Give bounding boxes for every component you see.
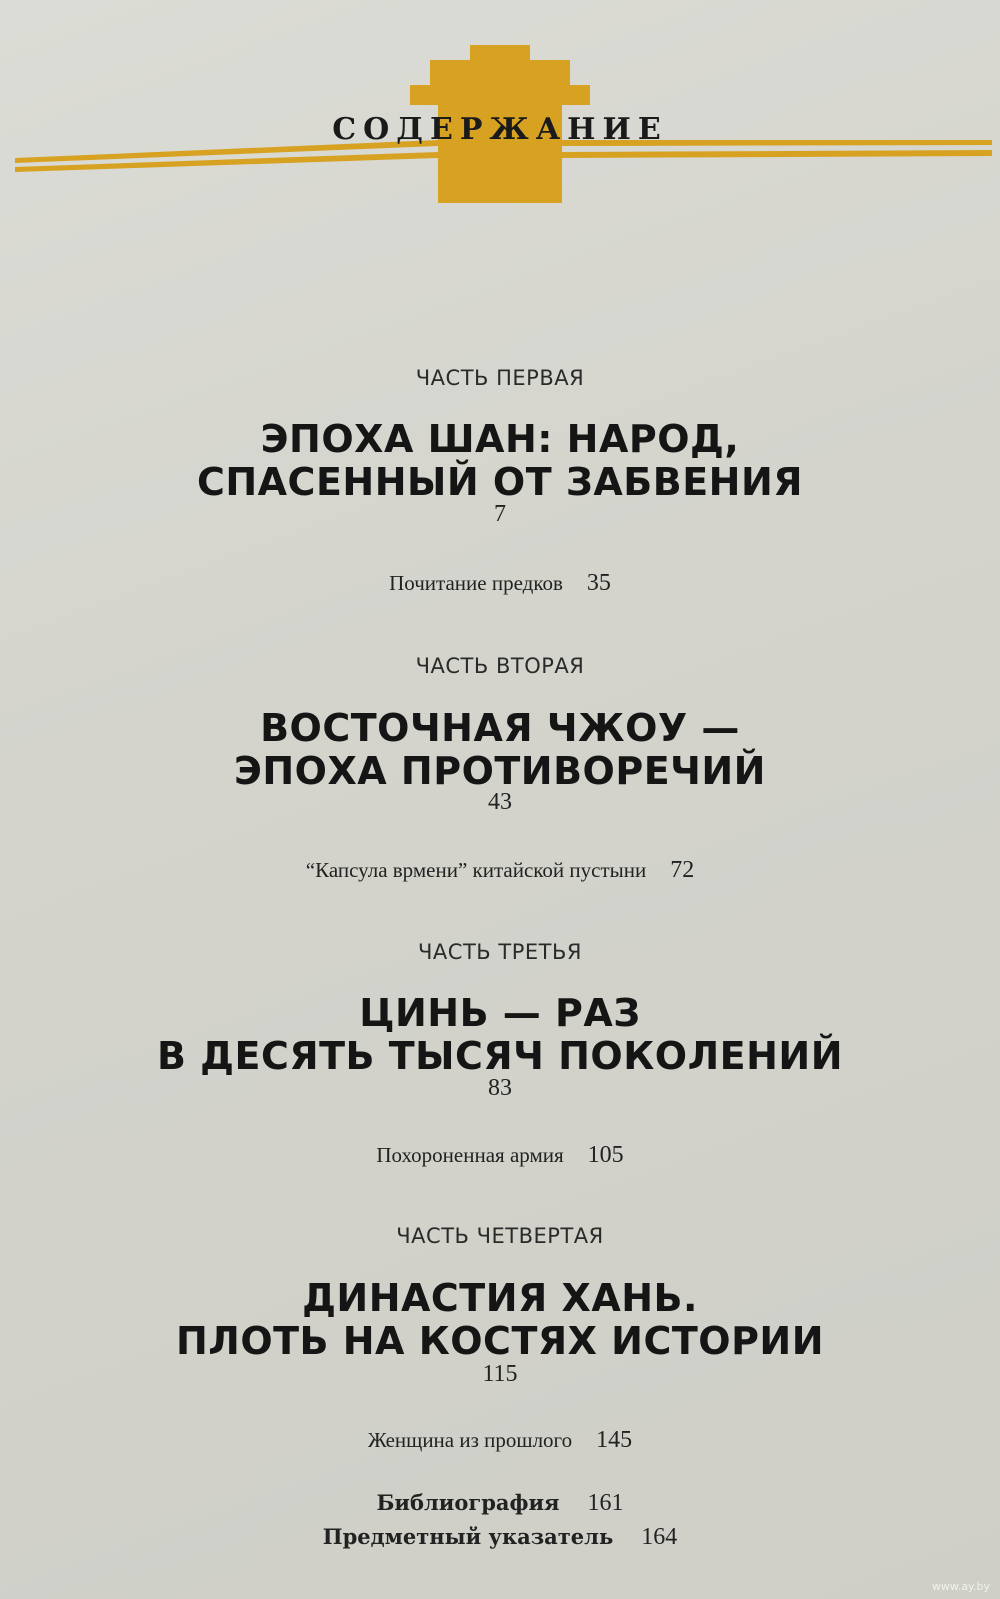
part-2-title-line-2: ЭПОХА ПРОТИВОРЕЧИЙ — [233, 749, 766, 793]
part-2-title — [0, 707, 1000, 793]
essay-3-title: Похороненная армия — [376, 1143, 564, 1167]
page-title: СОДЕРЖАНИЕ — [332, 112, 668, 147]
header-ornament — [0, 0, 1000, 230]
essay-4-title: Женщина из прошлого — [367, 1428, 573, 1452]
part-3-title-line-1: ЦИНЬ — РАЗ — [359, 991, 641, 1035]
essay-2-title: “Капсула врмени” китайской пустыни — [305, 858, 647, 882]
essay-1-title: Почитание предков — [389, 571, 563, 595]
part-2-label: ЧАСТЬ ВТОРАЯ — [415, 654, 585, 678]
part-2-title-line-1: ВОСТОЧНАЯ ЧЖОУ — — [260, 706, 740, 750]
essay-1 — [0, 570, 1000, 597]
bibliography-title: Библиография — [376, 1490, 560, 1515]
part-4-title-line-2: ПЛОТЬ НА КОСТЯХ ИСТОРИИ — [175, 1319, 825, 1363]
index-title: Предметный указатель — [322, 1524, 614, 1549]
part-1-page: 7 — [494, 501, 506, 527]
part-1-title-line-2: СПАСЕННЫЙ ОТ ЗАБВЕНИЯ — [196, 460, 804, 504]
part-1-title — [0, 418, 1000, 504]
essay-4 — [0, 1427, 1000, 1454]
essay-2-page: 72 — [670, 857, 695, 883]
essay-3-page: 105 — [587, 1142, 624, 1168]
essay-4-page: 145 — [596, 1427, 633, 1453]
part-4-label: ЧАСТЬ ЧЕТВЕРТАЯ — [396, 1224, 604, 1248]
part-3-label: ЧАСТЬ ТРЕТЬЯ — [418, 940, 582, 964]
watermark: www.ay.by — [931, 1580, 990, 1593]
part-1-label: ЧАСТЬ ПЕРВАЯ — [415, 366, 585, 390]
essay-2 — [0, 857, 1000, 884]
part-3-title-line-2: В ДЕСЯТЬ ТЫСЯЧ ПОКОЛЕНИЙ — [156, 1034, 844, 1078]
essay-1-page: 35 — [586, 570, 611, 596]
bibliography-page: 161 — [587, 1490, 624, 1516]
index-entry — [0, 1524, 1000, 1551]
part-4-page: 115 — [482, 1361, 518, 1387]
part-4-title-line-1: ДИНАСТИЯ ХАНЬ. — [302, 1276, 698, 1320]
bibliography-entry — [0, 1490, 1000, 1517]
part-3-page: 83 — [488, 1075, 512, 1101]
part-1-title-line-1: ЭПОХА ШАН: НАРОД, — [260, 417, 740, 461]
index-page: 164 — [641, 1524, 678, 1550]
essay-3 — [0, 1142, 1000, 1169]
part-4-title — [0, 1277, 1000, 1363]
part-2-page: 43 — [488, 789, 512, 815]
part-3-title — [0, 992, 1000, 1078]
